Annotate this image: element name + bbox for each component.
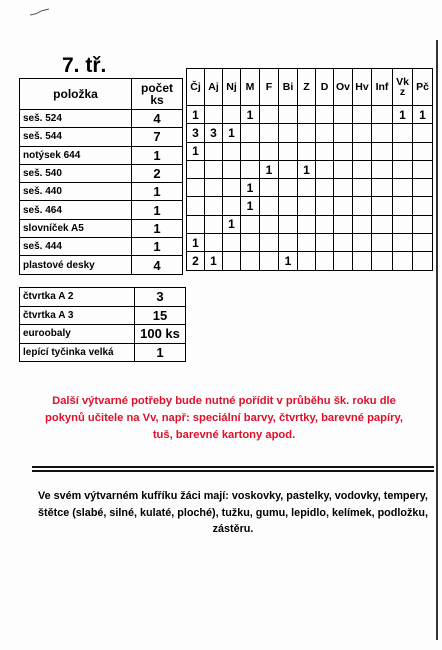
grid-row — [187, 179, 433, 197]
grid-row — [187, 106, 433, 124]
grid-cell — [316, 160, 334, 178]
subjects-grid — [186, 68, 433, 271]
grid-cell: 1 — [298, 160, 316, 178]
grid-cell — [187, 197, 205, 215]
grid-cell: 1 — [241, 106, 260, 124]
grid-cell — [372, 106, 393, 124]
extra-item-name: euroobaly — [20, 325, 135, 344]
grid-cell — [353, 215, 372, 233]
subject-header: Ov — [334, 69, 353, 106]
grid-cell — [393, 197, 413, 215]
grid-cell — [205, 160, 223, 178]
qty-header-line2: ks — [150, 93, 164, 107]
items-header-row — [20, 79, 183, 110]
item-qty-header — [132, 79, 183, 110]
grid-cell: 1 — [223, 124, 241, 142]
grid-cell — [187, 160, 205, 178]
grid-cell — [353, 234, 372, 252]
grid-cell — [279, 160, 298, 178]
grid-cell — [316, 215, 334, 233]
grid-cell — [334, 234, 353, 252]
subjects-header-row — [187, 69, 433, 106]
page-edge-line — [436, 40, 438, 640]
grid-cell — [316, 124, 334, 142]
grid-cell — [223, 106, 241, 124]
grid-cell — [241, 124, 260, 142]
grid-cell — [393, 142, 413, 160]
extra-item-qty: 3 — [135, 288, 186, 307]
grid-cell: 1 — [187, 106, 205, 124]
grid-cell — [260, 124, 279, 142]
grid-cell — [334, 215, 353, 233]
grid-row — [187, 142, 433, 160]
grid-cell: 1 — [241, 179, 260, 197]
extra-items-table — [19, 287, 186, 362]
subject-header: Z — [298, 69, 316, 106]
grid-row — [187, 252, 433, 270]
grid-cell — [372, 252, 393, 270]
item-qty: 7 — [132, 128, 183, 146]
subject-header: M — [241, 69, 260, 106]
grid-row — [187, 124, 433, 142]
grid-cell — [353, 106, 372, 124]
grid-cell — [353, 252, 372, 270]
grid-cell — [298, 142, 316, 160]
grid-cell — [279, 234, 298, 252]
grid-cell — [372, 179, 393, 197]
subject-header: Inf — [372, 69, 393, 106]
item-qty: 1 — [132, 238, 183, 256]
grid-cell — [279, 179, 298, 197]
grid-cell — [223, 197, 241, 215]
grid-cell: 1 — [241, 197, 260, 215]
grid-cell — [260, 197, 279, 215]
grid-cell — [334, 252, 353, 270]
extra-row — [20, 288, 186, 307]
grid-cell — [393, 124, 413, 142]
grid-cell — [372, 142, 393, 160]
item-name: seš. 540 — [20, 164, 132, 182]
item-row — [20, 256, 183, 274]
grid-cell — [187, 215, 205, 233]
item-name: seš. 440 — [20, 183, 132, 201]
grid-cell — [393, 160, 413, 178]
grid-row — [187, 160, 433, 178]
qty-header-line1: počet — [140, 81, 173, 95]
item-row — [20, 164, 183, 182]
grid-cell — [413, 160, 433, 178]
grid-cell: 1 — [187, 142, 205, 160]
grid-cell — [241, 160, 260, 178]
grid-cell — [353, 124, 372, 142]
grid-cell — [372, 160, 393, 178]
grid-cell: 2 — [187, 252, 205, 270]
subject-header: Pč — [413, 69, 433, 106]
grid-cell — [413, 197, 433, 215]
item-qty: 1 — [132, 201, 183, 219]
grid-cell — [393, 179, 413, 197]
item-name: seš. 464 — [20, 201, 132, 219]
grid-cell — [372, 215, 393, 233]
subject-header: Aj — [205, 69, 223, 106]
grid-cell: 1 — [187, 234, 205, 252]
extra-row — [20, 325, 186, 344]
grid-cell — [205, 106, 223, 124]
subject-header: Čj — [187, 69, 205, 106]
item-qty: 1 — [132, 146, 183, 164]
grid-cell — [223, 252, 241, 270]
extra-row — [20, 343, 186, 362]
grid-cell: 1 — [260, 160, 279, 178]
grid-cell — [298, 252, 316, 270]
grid-cell — [298, 215, 316, 233]
subject-header: Hv — [353, 69, 372, 106]
item-row — [20, 128, 183, 146]
grid-cell — [205, 215, 223, 233]
grid-cell — [316, 179, 334, 197]
grid-cell — [334, 106, 353, 124]
grid-cell: 1 — [279, 252, 298, 270]
grid-cell — [298, 179, 316, 197]
art-supplies-note: Další výtvarné potřeby bude nutné pořídit v průběhu šk. roku dle pokynů učitele na Vv, např: speciální barvy, čtvrtky, barevné papíry, tuš, barevné kartony apod. — [45, 395, 403, 441]
grid-cell — [413, 215, 433, 233]
item-row — [20, 146, 183, 164]
grid-cell — [372, 124, 393, 142]
grid-cell — [298, 106, 316, 124]
grid-cell — [223, 160, 241, 178]
grid-cell — [298, 234, 316, 252]
grid-cell — [260, 215, 279, 233]
extra-item-name: lepící tyčinka velká — [20, 343, 135, 362]
grid-cell — [205, 197, 223, 215]
grid-cell — [223, 234, 241, 252]
grid-cell — [260, 234, 279, 252]
grid-row — [187, 234, 433, 252]
grid-cell — [205, 234, 223, 252]
grid-cell — [298, 197, 316, 215]
grid-cell — [241, 234, 260, 252]
grid-row — [187, 197, 433, 215]
grid-cell — [413, 124, 433, 142]
item-qty: 2 — [132, 164, 183, 182]
grid-cell — [372, 234, 393, 252]
grid-cell — [316, 142, 334, 160]
grid-cell — [260, 179, 279, 197]
grid-cell — [353, 160, 372, 178]
grid-cell — [279, 106, 298, 124]
grid-cell — [334, 179, 353, 197]
grid-cell — [260, 142, 279, 160]
grid-cell — [260, 106, 279, 124]
item-row — [20, 238, 183, 256]
grid-cell — [334, 124, 353, 142]
item-qty: 1 — [132, 183, 183, 201]
grid-cell — [298, 124, 316, 142]
grid-cell — [223, 179, 241, 197]
subject-header: F — [260, 69, 279, 106]
scan-mark — [29, 8, 51, 16]
grid-cell: 1 — [393, 106, 413, 124]
grid-cell — [413, 234, 433, 252]
grid-cell — [241, 215, 260, 233]
extra-item-qty: 15 — [135, 306, 186, 325]
grid-cell: 1 — [205, 252, 223, 270]
grid-cell — [279, 197, 298, 215]
grid-cell — [316, 252, 334, 270]
item-qty: 4 — [132, 110, 183, 128]
item-row — [20, 110, 183, 128]
extra-row — [20, 306, 186, 325]
grid-cell — [334, 160, 353, 178]
grid-row — [187, 215, 433, 233]
grid-cell — [316, 106, 334, 124]
item-name: seš. 444 — [20, 238, 132, 256]
grid-cell — [223, 142, 241, 160]
grid-cell — [316, 234, 334, 252]
grade-title: 7. tř. — [62, 54, 107, 77]
grid-cell — [279, 215, 298, 233]
grid-cell — [316, 197, 334, 215]
subject-header: Bi — [279, 69, 298, 106]
grid-cell — [241, 142, 260, 160]
divider-bottom — [32, 470, 434, 472]
extra-item-name: čtvrtka A 2 — [20, 288, 135, 307]
grid-cell: 3 — [205, 124, 223, 142]
item-row — [20, 219, 183, 237]
grid-cell — [353, 197, 372, 215]
grid-cell: 1 — [413, 106, 433, 124]
grid-cell — [393, 252, 413, 270]
grid-cell — [353, 142, 372, 160]
grid-cell — [205, 179, 223, 197]
grid-cell: 1 — [223, 215, 241, 233]
item-name-header: položka — [20, 79, 132, 110]
grid-cell — [413, 179, 433, 197]
grid-cell — [393, 215, 413, 233]
grid-cell: 3 — [187, 124, 205, 142]
grid-cell — [334, 142, 353, 160]
divider-top — [32, 466, 434, 468]
grid-cell — [353, 179, 372, 197]
subject-header: Vk z — [393, 69, 413, 106]
item-row — [20, 183, 183, 201]
item-name: seš. 544 — [20, 128, 132, 146]
art-kit-text: Ve svém výtvarném kufříku žáci mají: voskovky, pastelky, vodovky, tempery, štětce (slabé, silné, kulaté, ploché), tužku, gumu, lepidlo, kelímek, podložku, zástěru. — [38, 490, 428, 535]
extra-item-qty: 100 ks — [135, 325, 186, 344]
item-name: plastové desky — [20, 256, 132, 274]
extra-item-name: čtvrtka A 3 — [20, 306, 135, 325]
subject-header: Nj — [223, 69, 241, 106]
item-name: slovníček A5 — [20, 219, 132, 237]
grid-cell — [334, 197, 353, 215]
subject-header: D — [316, 69, 334, 106]
grid-cell — [279, 124, 298, 142]
grid-cell — [241, 252, 260, 270]
item-qty: 1 — [132, 219, 183, 237]
grid-cell — [187, 179, 205, 197]
grid-cell — [205, 142, 223, 160]
item-row — [20, 201, 183, 219]
grid-cell — [393, 234, 413, 252]
item-qty: 4 — [132, 256, 183, 274]
grid-cell — [372, 197, 393, 215]
grid-cell — [279, 142, 298, 160]
grid-cell — [413, 142, 433, 160]
items-table — [19, 78, 183, 275]
extra-item-qty: 1 — [135, 343, 186, 362]
item-name: seš. 524 — [20, 110, 132, 128]
item-name: notýsek 644 — [20, 146, 132, 164]
grid-cell — [413, 252, 433, 270]
grid-cell — [260, 252, 279, 270]
